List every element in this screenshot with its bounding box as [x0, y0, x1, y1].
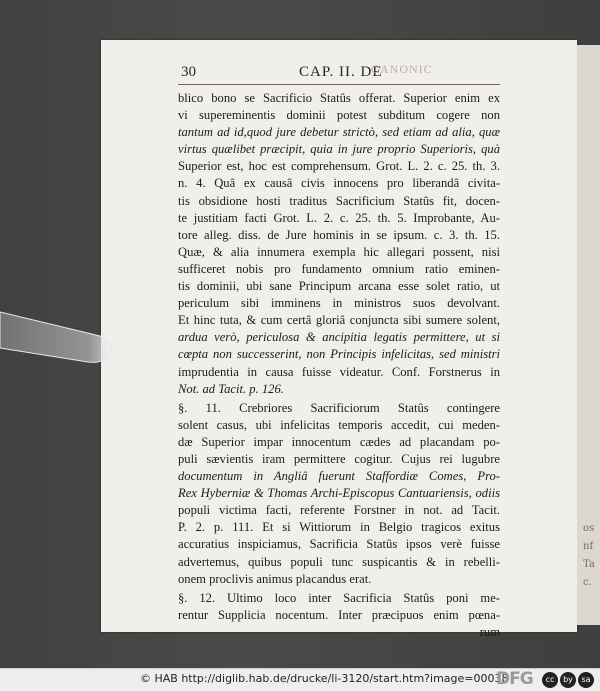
running-title: CAP. II. DE — [299, 64, 383, 80]
text-line: tis dominii, ubi sane Principum arcana esse solet ratio, ut — [178, 279, 500, 294]
text-line: imprudentia in causa fuisse videatur. Conf. Forstnerus in — [178, 364, 500, 379]
text-line: rentur Supplicia nocentum. Inter præcipuos enim pœna- — [178, 607, 500, 622]
text-line: dæ Superior impar innocentum cædes ad placandam po- — [178, 434, 500, 449]
text-line: puli sævientis iram permittere cogitur. Cujus rei lugubre — [178, 451, 500, 466]
text-line: Et hinc tuta, & cum certâ gloriâ conjuncta sibi sumere solent, — [178, 313, 500, 328]
text-line: n. 4. Quâ ex causâ civis innocens pro liberandâ civita- — [178, 176, 500, 191]
cc-icon: cc — [542, 672, 558, 688]
facing-page-fragment: nf — [583, 541, 594, 552]
show-through-text: CANONIC — [371, 62, 433, 76]
sa-icon: sa — [578, 672, 594, 688]
text-line: advertemus, quibus populi tunc suspicantis & in rebelli- — [178, 554, 500, 569]
by-icon: by — [560, 672, 576, 688]
catchword: rum — [479, 624, 500, 639]
text-line: blico bono se Sacrificio Statûs offerat. Superior enim ex — [178, 91, 500, 105]
text-line: §. 11. Crebriores Sacrificiorum Statûs contingere — [178, 400, 500, 415]
text-line: §. 12. Ultimo loco inter Sacrificia Statûs poni me- — [178, 590, 500, 605]
text-line: populi victima facti, referente Forstner in not. ad Tacit. — [178, 503, 500, 518]
viewer-footer — [0, 668, 600, 691]
text-line: ardua verò, periculosa & ancipitia legatis permittere, ut si — [178, 330, 500, 345]
text-line: tantum ad id,quod jure debetur strictò, sed etiam ad alia, quæ — [178, 125, 500, 140]
text-line: P. 2. p. 111. Et si Wittiorum in Belgio tragicos exitus — [178, 520, 500, 535]
facing-page-fragment: c. — [583, 577, 592, 588]
text-line: solent casus, ubi infelicitas temporis accedit, cui meden- — [178, 417, 500, 432]
text-line: virtus quælibet præcipit, quia in jure proprio Superioris, quà — [178, 142, 500, 157]
text-line: Superior est, hoc est comprehensum. Grot. L. 2. c. 25. th. 3. — [178, 159, 500, 174]
text-line: cœpta non successerint, non Principis infelicitas, sed ministri — [178, 347, 500, 362]
text-line: accuratius inspiciamus, Sacrificia Statûs ipsos verè fuisse — [178, 537, 500, 552]
text-line: Quæ, & alia innumera exempla hic allegari possent, nisi — [178, 244, 500, 259]
facing-page-edge — [577, 45, 600, 625]
header-rule — [178, 84, 500, 85]
text-line: sufficeret nobis pro fundamento omnium ratio eminen- — [178, 261, 500, 276]
text-line: Rex Hyberniæ & Thomas Archi-Episcopus Cantuariensis, odiis — [178, 486, 500, 501]
text-line: tis obsidione hosti traditus Sacrificium Statûs fit, docen- — [178, 193, 500, 208]
text-line: vi supereminentis dominii potest subditum cogere non — [178, 108, 500, 123]
text-line: periculum sibi imminens in ministros suos devolvant. — [178, 296, 500, 311]
facing-page-fragment: Ta — [583, 559, 595, 570]
page-body — [178, 90, 500, 641]
facing-page-fragment: os — [583, 523, 595, 534]
text-line: tore alleg. diss. de Jure hominis in se ipsum. c. 3. th. 15. — [178, 227, 500, 242]
glass-reflection — [0, 308, 118, 370]
page-number: 30 — [181, 64, 196, 80]
dfg-logo: DFG — [496, 669, 533, 689]
source-link[interactable]: © HAB http://diglib.hab.de/drucke/li-3120/start.htm?image=00038 — [140, 672, 509, 685]
text-line: te justitiam facti Grot. L. 2. c. 25. th. 5. Improbante, Au- — [178, 210, 500, 225]
text-line: onem proclivis animus placandus erat. — [178, 571, 372, 586]
text-line: documentum in Angliâ fuerunt Staffordiæ Comes, Pro- — [178, 469, 500, 484]
text-line: Not. ad Tacit. p. 126. — [178, 381, 284, 396]
page-header — [181, 64, 561, 84]
